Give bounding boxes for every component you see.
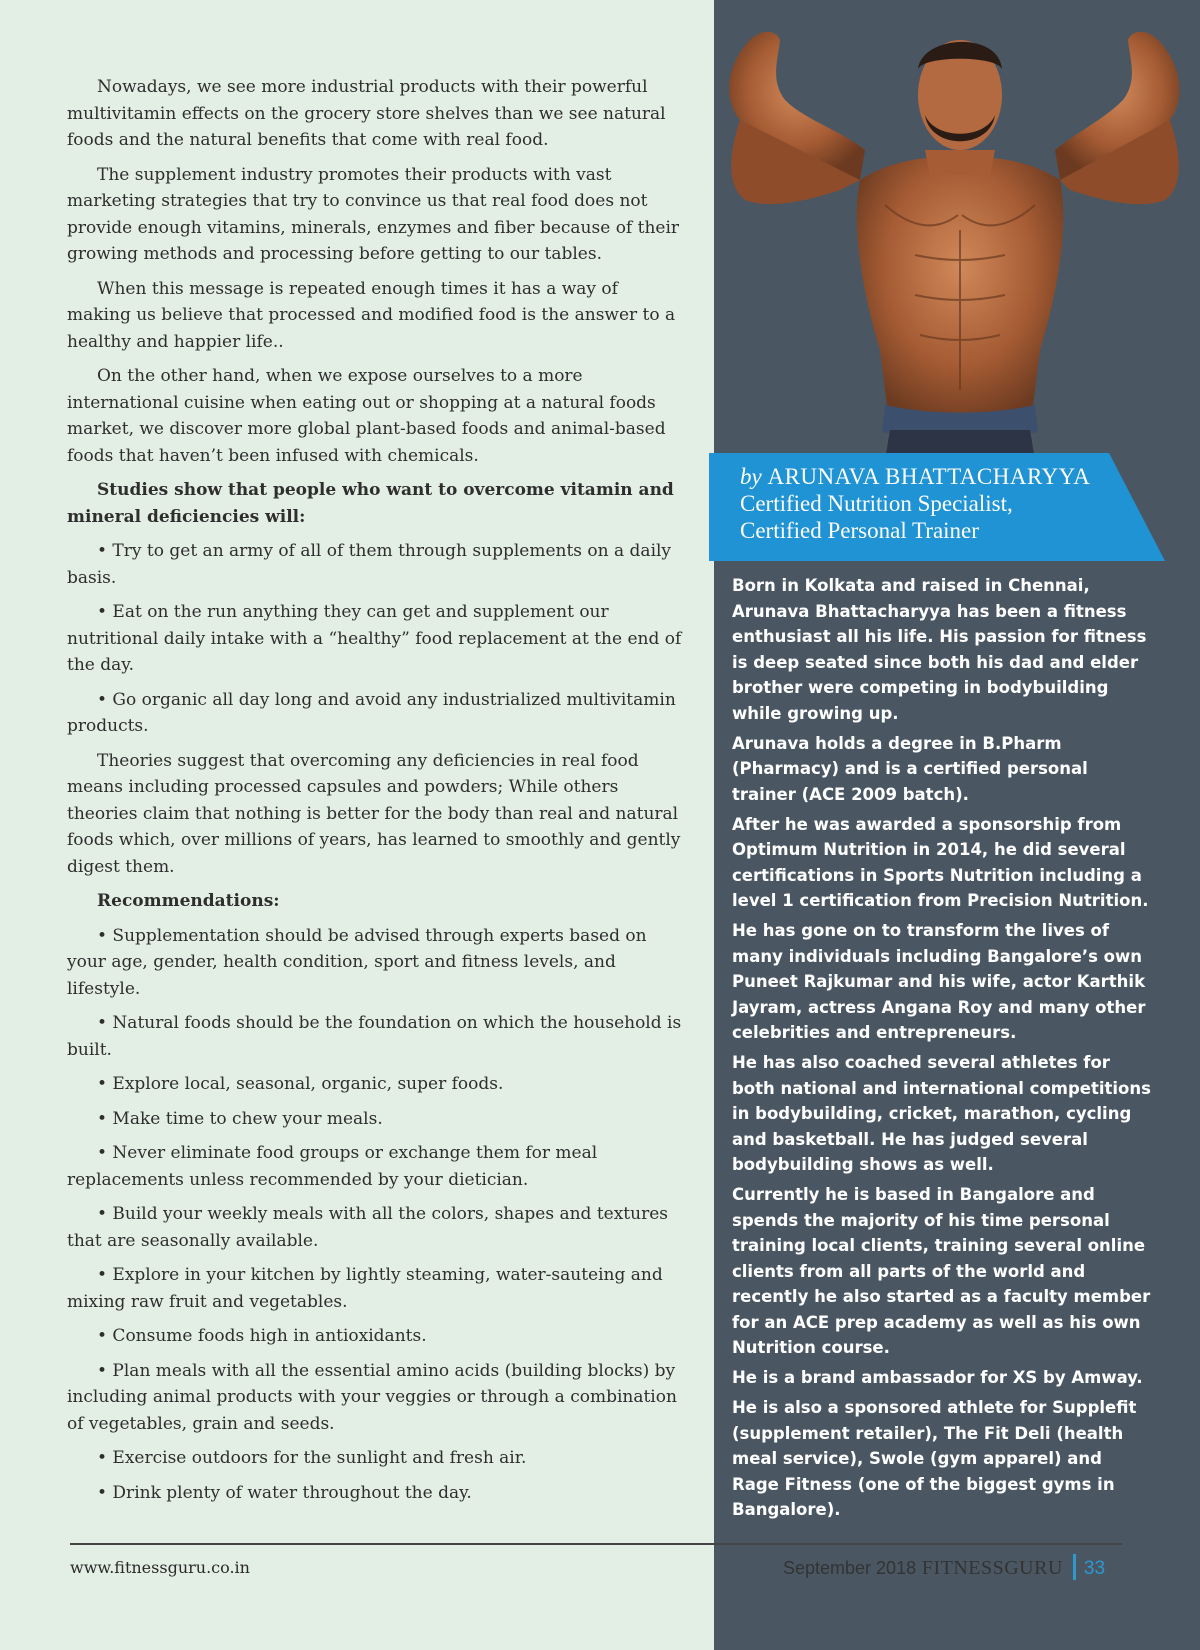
article-bullet: • Plan meals with all the essential amino acids (building blocks) by including animal products with your veggies or through a combination of vegetables, grain and seeds. xyxy=(67,1360,677,1434)
article-paragraph: The supplement industry promotes their products with vast marketing strategies that try to convince us that real food does not provide enough vitamins, minerals, enzymes and fiber because of their growing methods and processing before getting to our tables. xyxy=(67,164,680,264)
byline-prefix: by xyxy=(740,464,762,489)
article-subheading: Studies show that people who want to overcome vitamin and mineral deficiencies will: xyxy=(67,480,674,527)
author-byline xyxy=(740,463,1160,544)
article-bullet: • Try to get an army of all of them through supplements on a daily basis. xyxy=(67,541,672,588)
footer-url: www.fitnessguru.co.in xyxy=(70,1558,250,1577)
author-title-1: Certified Nutrition Specialist, xyxy=(740,491,1013,516)
article-body xyxy=(67,74,683,1514)
article-bullet: • Go organic all day long and avoid any industrialized multivitamin products. xyxy=(67,689,676,736)
article-paragraph: Theories suggest that overcoming any deficiencies in real food means including processed capsules and powders; While others theories claim that nothing is better for the body than real and natural foods which, over millions of years, has learned to smoothly and gently digest them. xyxy=(67,750,681,877)
bio-paragraph: Currently he is based in Bangalore and spends the majority of his time personal training local clients, training several online clients from all parts of the world and recently he also started as a faculty member for an ACE prep academy as well as his own Nutrition course. xyxy=(732,1185,1151,1357)
issue-date: September 2018 xyxy=(783,1558,917,1578)
bio-paragraph: Arunava holds a degree in B.Pharm (Pharmacy) and is a certified personal trainer (ACE 2009 batch). xyxy=(732,733,1088,804)
bio-paragraph: After he was awarded a sponsorship from Optimum Nutrition in 2014, he did several certifications in Sports Nutrition including a level 1 certification from Precision Nutrition. xyxy=(732,814,1149,910)
article-paragraph: Nowadays, we see more industrial products with their powerful multivitamin effects on the grocery store shelves than we see natural foods and the natural benefits that come with real food. xyxy=(67,77,666,150)
bio-paragraph: He has also coached several athletes for both national and international competitions in bodybuilding, cricket, marathon, cycling and basketball. He has judged several bodybuilding shows as well. xyxy=(732,1053,1151,1174)
article-paragraph: When this message is repeated enough times it has a way of making us believe that processed and modified food is the answer to a healthy and happier life.. xyxy=(67,278,676,352)
bio-paragraph: He is a brand ambassador for XS by Amway. xyxy=(732,1368,1143,1387)
article-bullet: • Build your weekly meals with all the colors, shapes and textures that are seasonally available. xyxy=(67,1204,668,1251)
article-subheading: Recommendations: xyxy=(97,891,280,911)
article-bullet: • Drink plenty of water throughout the day. xyxy=(97,1482,472,1503)
author-bio xyxy=(732,573,1152,1527)
article-bullet: • Make time to chew your meals. xyxy=(97,1108,383,1129)
author-photo xyxy=(700,0,1200,460)
bio-paragraph: He is also a sponsored athlete for Supplefit (supplement retailer), The Fit Deli (health meal service), Swole (gym apparel) and Rage Fitness (one of the biggest gyms in Bangalore). xyxy=(732,1398,1137,1519)
author-name: ARUNAVA BHATTACHARYYA xyxy=(767,464,1091,489)
article-bullet: • Explore local, seasonal, organic, super foods. xyxy=(97,1074,504,1094)
article-bullet: • Eat on the run anything they can get and supplement our nutritional daily intake with a “healthy” food replacement at the end of the day. xyxy=(67,602,682,675)
article-paragraph: On the other hand, when we expose ourselves to a more international cuisine when eating out or shopping at a natural foods market, we discover more global plant-based foods and animal-based foods that haven’t been infused with chemicals. xyxy=(67,366,666,466)
magazine-name: FITNESSGURU xyxy=(921,1557,1063,1579)
bio-paragraph: Born in Kolkata and raised in Chennai, Arunava Bhattacharyya has been a fitness enthusiast all his life. His passion for fitness is deep seated since both his dad and elder brother were competing in bodybuilding while growing up. xyxy=(732,576,1147,723)
folio-divider xyxy=(1073,1554,1076,1580)
page-number: 33 xyxy=(1083,1558,1106,1579)
article-bullet: • Explore in your kitchen by lightly steaming, water-sauteing and mixing raw fruit and vegetables. xyxy=(67,1265,663,1312)
footer-rule xyxy=(70,1543,1122,1545)
article-bullet: • Natural foods should be the foundation on which the household is built. xyxy=(67,1013,682,1060)
bio-paragraph: He has gone on to transform the lives of many individuals including Bangalore’s own Puneet Rajkumar and his wife, actor Karthik Jayram, actress Angana Roy and many other celebrities and entrepreneurs. xyxy=(732,921,1146,1042)
article-bullet: • Never eliminate food groups or exchange them for meal replacements unless recommended by your dietician. xyxy=(67,1143,598,1190)
article-bullet: • Consume foods high in antioxidants. xyxy=(97,1326,427,1346)
author-title-2: Certified Personal Trainer xyxy=(740,518,979,543)
folio xyxy=(783,1554,1183,1582)
article-bullet: • Exercise outdoors for the sunlight and fresh air. xyxy=(97,1448,527,1468)
article-bullet: • Supplementation should be advised through experts based on your age, gender, health condition, sport and fitness levels, and lifestyle. xyxy=(67,925,647,999)
